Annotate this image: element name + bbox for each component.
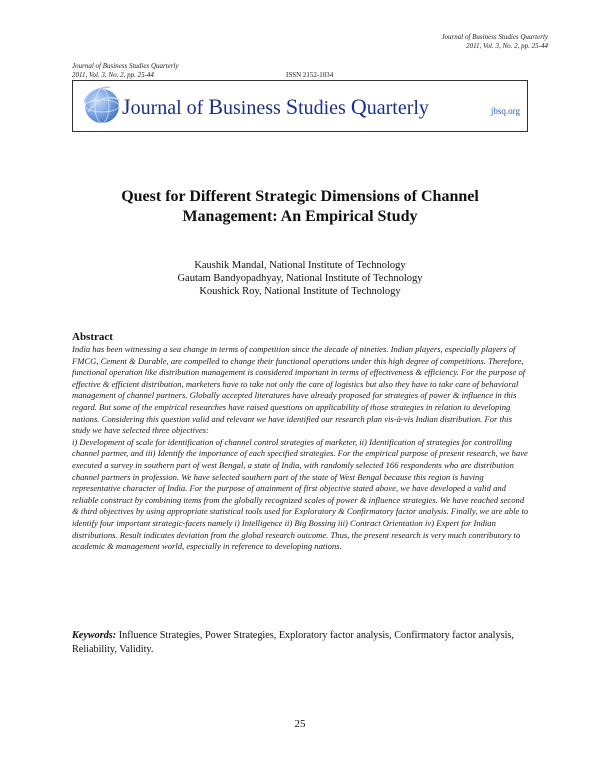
abstract-body: [72, 344, 530, 553]
keywords-separator: :: [112, 630, 117, 641]
title-part-ournal: ournal of: [130, 97, 209, 119]
abstract-heading: Abstract: [72, 331, 113, 343]
citation-volume: 2011, Vol. 3, No. 2, pp. 25-44: [72, 71, 154, 79]
running-header-journal: Journal of Business Studies Quarterly: [441, 33, 548, 41]
author-list: [60, 259, 540, 298]
journal-citation-left: [72, 62, 179, 80]
author-2: Gautam Bandyopadhyay, National Institute of Technology: [177, 273, 423, 284]
paper-title: [60, 187, 540, 227]
running-header-volume: 2011, Vol. 3, No. 2, pp. 25-44: [466, 42, 548, 50]
title-initial-q: Q: [350, 94, 367, 119]
title-part-usiness: usiness: [223, 97, 286, 119]
abstract-paragraph-1: India has been witnessing a sea change in terms of competition since the decade of nineties. Indian players, especially players of FMCG, Cement & Durable, are compelled to change their functional operations under this high degree of competitions. Therefore, functional operation like distribution management is considered important in terms of effectiveness & efficiency. For the purpose of effective & efficient distribution, marketers have to take not only the care of logistics but also they have to take care of behavioral management of channel partners. Globally accepted literatures have already proposed for strategies of power & influence in this regard. But some of the empirical researches have raised questions on applicability of those strategies in relation to developing nations. Considering this question valid and relevant we have identified our research plan vis-à-vis Indian distribution. For this study we have selected three objectives:: [72, 344, 526, 436]
banner-top-rule: [72, 80, 528, 81]
title-initial-b: B: [208, 94, 224, 119]
title-part-uarterly: uarterly: [366, 97, 429, 119]
globe-icon: [80, 82, 126, 128]
citation-journal: Journal of Business Studies Quarterly: [72, 62, 179, 70]
paper-title-line2: Management: An Empirical Study: [182, 208, 418, 225]
author-3: Koushick Roy, National Institute of Technology: [199, 286, 401, 297]
page-number: 25: [294, 718, 306, 730]
journal-banner-title: [122, 94, 429, 120]
keywords-label: Keywords: [72, 630, 113, 641]
title-part-tudies: tudies: [298, 97, 351, 119]
keywords-section: [72, 629, 530, 656]
title-initial-s: S: [285, 94, 299, 119]
abstract-paragraph-2: i) Development of scale for identification of channel control strategies of marketer, ii) Identification of strategies for controlling channel partner, and iii) Identify the importance of each specified strategies. For the empirical purpose of present research, we have executed a survey in southern part of west Bengal, a state of India, with randomly selected 166 respondents who are distribution channel partners in profession. We have selected southern part of the state of West Bengal because this region is having representative character of India. For the purpose of attainment of first objective stated above, we have developed a valid and reliable construct by combining items from the globally recognized scales of power & influence strategies. We have reached second & third objectives by using appropriate statistical tools used for Exploratory & Confirmatory factor analysis. Finally, we are able to identify four important strategic-facets namely i) Intelligence ii) Big Bossing iii) Contract Orientation iv) Expert for Indian distributions. Result indicates deviation from the global research outcome. Thus, the present research is very much contributory to academic & management world, especially in reference to developing nations.: [72, 436, 529, 552]
journal-url-link[interactable]: jbsq.org: [490, 106, 520, 116]
issn-label: ISSN 2152-1034: [286, 71, 334, 79]
author-1: Kaushik Mandal, National Institute of Technology: [194, 260, 406, 271]
title-initial-j: J: [122, 94, 131, 119]
paper-title-line1: Quest for Different Strategic Dimensions of Channel: [121, 188, 479, 205]
running-header-right: [288, 33, 548, 51]
keywords-text: Influence Strategies, Power Strategies, Exploratory factor analysis, Confirmatory factor analysis, Reliability, Validity.: [72, 630, 514, 655]
